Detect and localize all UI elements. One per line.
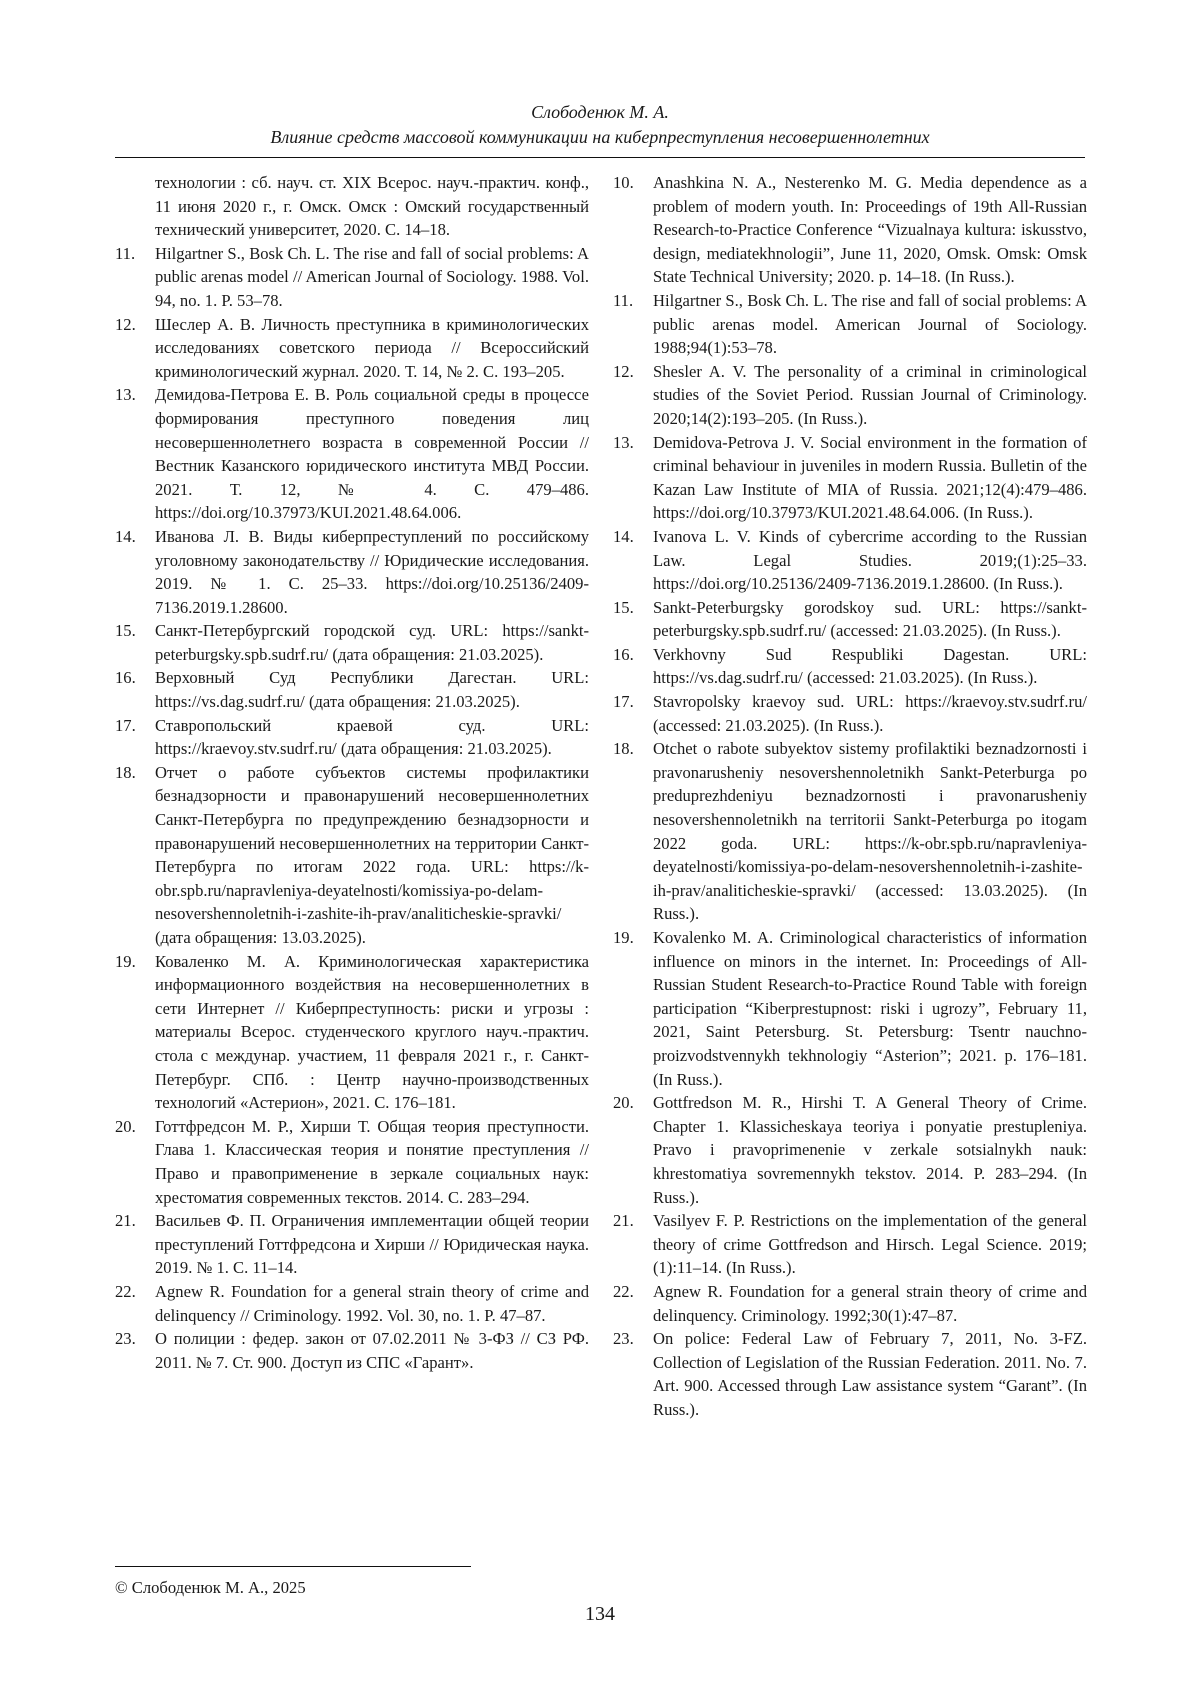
reference-number: 17. xyxy=(613,690,645,714)
reference-text: Agnew R. Foundation for a general strain theory of crime and delinquency // Criminology. 1992. Vol. 30, no. 1. P. 47–87. xyxy=(155,1280,589,1327)
reference-text: Васильев Ф. П. Ограничения имплементации общей теории преступлений Готтфредсона и Хирши // Юридическая наука. 2019. № 1. С. 11–14. xyxy=(155,1209,589,1280)
reference-number: 14. xyxy=(613,525,645,549)
reference-item xyxy=(115,525,589,619)
reference-text: О полиции : федер. закон от 07.02.2011 № 3-ФЗ // СЗ РФ. 2011. № 7. Ст. 900. Доступ из СПС «Гарант». xyxy=(155,1327,589,1374)
reference-item xyxy=(613,525,1087,596)
reference-item xyxy=(115,714,589,761)
reference-item xyxy=(115,1327,589,1374)
reference-number: 21. xyxy=(613,1209,645,1233)
reference-text: Kovalenko M. A. Criminological characteristics of information influence on minors in the internet. In: Proceedings of All-Russian Student Research-to-Practice Round Table with foreign participation “Kiberprestupnost: riski i ugrozy”, February 11, 2021, Saint Petersburg. St. Petersburg: Tsentr nauchno-proizvodstvennykh tekhnologiy “Asterion”; 2021. p. 176–181. (In Russ.). xyxy=(653,926,1087,1091)
reference-continuation xyxy=(115,171,589,242)
reference-item xyxy=(613,1280,1087,1327)
reference-number: 22. xyxy=(613,1280,645,1304)
reference-text: Demidova-Petrova J. V. Social environment in the formation of criminal behaviour in juveniles in modern Russia. Bulletin of the Kazan Law Institute of MIA of Russia. 2021;12(4):479–486. https://doi.org/10.37973/KUI.2021.48.64.006. (In Russ.). xyxy=(653,431,1087,525)
header-title: Влияние средств массовой коммуникации на киберпреступления несовершеннолетних xyxy=(115,125,1085,150)
header-rule xyxy=(115,157,1085,158)
reference-item xyxy=(613,360,1087,431)
reference-text: On police: Federal Law of February 7, 2011, No. 3-FZ. Collection of Legislation of the Russian Federation. 2011. No. 7. Art. 900. Accessed through Law assistance system “Garant”. (In Russ.). xyxy=(653,1327,1087,1421)
reference-number: 15. xyxy=(115,619,147,643)
reference-text: Ivanova L. V. Kinds of cybercrime according to the Russian Law. Legal Studies. 2019;(1):25–33. https://doi.org/10.25136/2409-7136.2019.1.28600. (In Russ.). xyxy=(653,525,1087,596)
reference-number: 19. xyxy=(115,950,147,974)
reference-number: 23. xyxy=(115,1327,147,1351)
reference-text: Stavropolsky kraevoy sud. URL: https://kraevoy.stv.sudrf.ru/ (accessed: 21.03.2025). (In Russ.). xyxy=(653,690,1087,737)
reference-text: Vasilyev F. P. Restrictions on the implementation of the general theory of crime Gottfredson and Hirsch. Legal Science. 2019;(1):11–14. (In Russ.). xyxy=(653,1209,1087,1280)
reference-item xyxy=(115,619,589,666)
reference-item xyxy=(613,431,1087,525)
reference-number: 13. xyxy=(613,431,645,455)
reference-number: 22. xyxy=(115,1280,147,1304)
footnote-rule xyxy=(115,1566,471,1567)
reference-item xyxy=(613,737,1087,926)
reference-item xyxy=(613,1091,1087,1209)
reference-text: Sankt-Peterburgsky gorodskoy sud. URL: https://sankt-peterburgsky.spb.sudrf.ru/ (accessed: 21.03.2025). (In Russ.). xyxy=(653,596,1087,643)
reference-item xyxy=(115,242,589,313)
reference-item xyxy=(613,690,1087,737)
reference-text: Shesler A. V. The personality of a criminal in criminological studies of the Soviet Period. Russian Journal of Criminology. 2020;14(2):193–205. (In Russ.). xyxy=(653,360,1087,431)
reference-number: 16. xyxy=(115,666,147,690)
reference-number: 19. xyxy=(613,926,645,950)
reference-number: 13. xyxy=(115,383,147,407)
reference-item xyxy=(613,1209,1087,1280)
reference-number: 11. xyxy=(613,289,645,313)
references-english xyxy=(613,171,1087,1421)
reference-text: Демидова-Петрова Е. В. Роль социальной среды в процессе формирования преступного поведения лиц несовершеннолетнего возраста в современной России // Вестник Казанского юридического института МВД России. 2021. Т. 12, № 4. С. 479–486. https://doi.org/10.37973/KUI.2021.48.64.006. xyxy=(155,383,589,525)
page-number: 134 xyxy=(0,1600,1200,1628)
reference-item xyxy=(115,761,589,950)
reference-text: Готтфредсон М. Р., Хирши Т. Общая теория преступности. Глава 1. Классическая теория и понятие преступления // Право и правоприменение в зеркале социальных наук: хрестоматия современных текстов. 2014. С. 283–294. xyxy=(155,1115,589,1209)
reference-number: 11. xyxy=(115,242,147,266)
reference-text: Gottfredson M. R., Hirshi T. A General Theory of Crime. Chapter 1. Klassicheskaya teoriya i ponyatie prestupleniya. Pravo i pravoprimenenie v zerkale sotsialnykh nauk: khrestomatiya sovremennykh tekstov. 2014. P. 283–294. (In Russ.). xyxy=(653,1091,1087,1209)
reference-text: Верховный Суд Республики Дагестан. URL: https://vs.dag.sudrf.ru/ (дата обращения: 21.03.2025). xyxy=(155,666,589,713)
reference-text: Agnew R. Foundation for a general strain theory of crime and delinquency. Criminology. 1992;30(1):47–87. xyxy=(653,1280,1087,1327)
references-russian xyxy=(115,171,589,1374)
reference-number: 20. xyxy=(115,1115,147,1139)
reference-number: 18. xyxy=(613,737,645,761)
reference-number: 18. xyxy=(115,761,147,785)
reference-text: Шеслер А. В. Личность преступника в криминологических исследованиях советского периода // Всероссийский криминологический журнал. 2020. Т. 14, № 2. С. 193–205. xyxy=(155,313,589,384)
reference-number: 17. xyxy=(115,714,147,738)
reference-text: Anashkina N. A., Nesterenko M. G. Media dependence as a problem of modern youth. In: Proceedings of 19th All-Russian Research-to-Practice Conference “Vizualnaya kultura: iskusstvo, design, mediatekhnologii”, June 11, 2020, Omsk. Omsk: Omsk State Technical University; 2020. p. 14–18. (In Russ.). xyxy=(653,171,1087,289)
reference-text: Verkhovny Sud Respubliki Dagestan. URL: https://vs.dag.sudrf.ru/ (accessed: 21.03.2025). (In Russ.). xyxy=(653,643,1087,690)
reference-text: Otchet o rabote subyektov sistemy profilaktiki beznadzornosti i pravonarusheniy nesovershennoletnikh Sankt-Peterburga po preduprezhdeniyu beznadzornosti i pravonarusheniy nesovershennoletnikh na territorii Sankt-Peterburga po itogam 2022 goda. URL: https://k-obr.spb.ru/napravleniya-deyatelnosti/komissiya-po-delam-nesovershennoletnih-i-zashite-ih-prav/analiticheskie-spravki/ (accessed: 13.03.2025). (In Russ.). xyxy=(653,737,1087,926)
reference-item xyxy=(613,926,1087,1091)
reference-item xyxy=(613,1327,1087,1421)
reference-text: Отчет о работе субъектов системы профилактики безнадзорности и правонарушений несовершеннолетних Санкт-Петербурга по предупреждению безнадзорности и правонарушений несовершеннолетних на территории Санкт-Петербурга по итогам 2022 года. URL: https://k-obr.spb.ru/napravleniya-deyatelnosti/komissiya-po-delam-nesovershennoletnih-i-zashite-ih-prav/analiticheskie-spravki/ (дата обращения: 13.03.2025). xyxy=(155,761,589,950)
reference-text: Иванова Л. В. Виды киберпреступлений по российскому уголовному законодательству // Юридические исследования. 2019. № 1. С. 25–33. https://doi.org/10.25136/2409-7136.2019.1.28600. xyxy=(155,525,589,619)
reference-number: 15. xyxy=(613,596,645,620)
copyright-footnote: © Слободенюк М. А., 2025 xyxy=(115,1577,306,1599)
reference-item xyxy=(115,383,589,525)
reference-number: 10. xyxy=(613,171,645,195)
reference-text: Hilgartner S., Bosk Ch. L. The rise and fall of social problems: A public arenas model // American Journal of Sociology. 1988. Vol. 94, no. 1. P. 53–78. xyxy=(155,242,589,313)
reference-text: Ставропольский краевой суд. URL: https://kraevoy.stv.sudrf.ru/ (дата обращения: 21.03.2025). xyxy=(155,714,589,761)
reference-number: 16. xyxy=(613,643,645,667)
reference-text: Коваленко М. А. Криминологическая характеристика информационного воздействия на несовершеннолетних в сети Интернет // Киберпреступность: риски и угрозы : материалы Всерос. студенческого круглого науч.-практич. стола с междунар. участием, 11 февраля 2021 г., г. Санкт-Петербург. СПб. : Центр научно-производственных технологий «Астерион», 2021. С. 176–181. xyxy=(155,950,589,1115)
reference-item xyxy=(115,313,589,384)
reference-number: 12. xyxy=(613,360,645,384)
reference-item xyxy=(613,596,1087,643)
reference-item xyxy=(115,1209,589,1280)
reference-number: 14. xyxy=(115,525,147,549)
reference-text: Hilgartner S., Bosk Ch. L. The rise and fall of social problems: A public arenas model. American Journal of Sociology. 1988;94(1):53–78. xyxy=(653,289,1087,360)
reference-item xyxy=(613,643,1087,690)
reference-item xyxy=(115,950,589,1115)
reference-item xyxy=(613,171,1087,289)
header-author: Слободенюк М. А. xyxy=(115,100,1085,125)
running-header xyxy=(115,100,1085,150)
reference-item xyxy=(613,289,1087,360)
reference-number: 21. xyxy=(115,1209,147,1233)
reference-text: технологии : сб. науч. ст. XIX Всерос. науч.-практич. конф., 11 июня 2020 г., г. Омск. Омск : Омский государственный технический университет, 2020. С. 14–18. xyxy=(155,171,589,242)
reference-text: Санкт-Петербургский городской суд. URL: https://sankt-peterburgsky.spb.sudrf.ru/ (дата обращения: 21.03.2025). xyxy=(155,619,589,666)
reference-item xyxy=(115,1115,589,1209)
reference-number: 23. xyxy=(613,1327,645,1351)
reference-item xyxy=(115,666,589,713)
reference-number: 12. xyxy=(115,313,147,337)
reference-number: 20. xyxy=(613,1091,645,1115)
reference-item xyxy=(115,1280,589,1327)
